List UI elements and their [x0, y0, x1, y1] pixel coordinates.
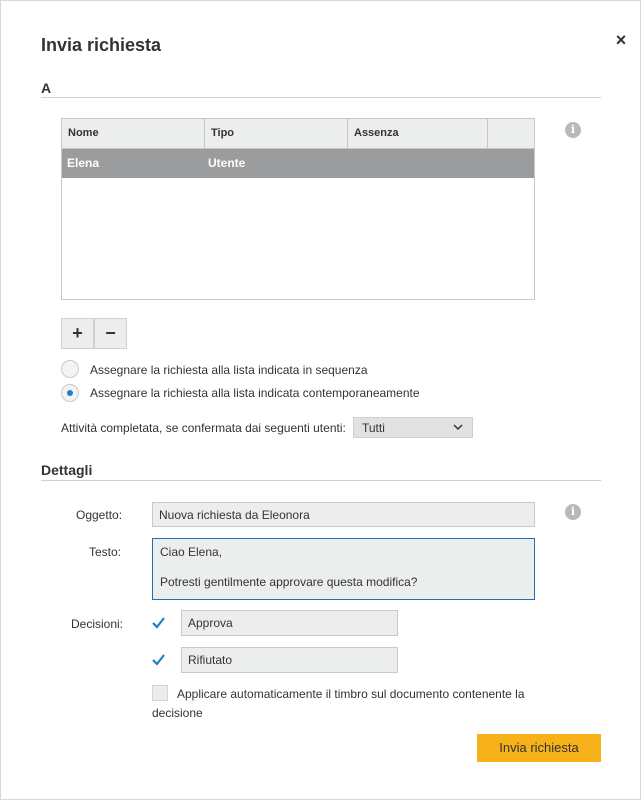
decisions-label: Decisioni:	[71, 617, 124, 631]
column-header-tipo[interactable]: Tipo	[205, 119, 348, 148]
cell-assenza	[348, 149, 353, 178]
section-divider	[41, 480, 601, 481]
text-label: Testo:	[89, 545, 122, 559]
stamp-label: Applicare automaticamente il timbro sul documento contenente la	[177, 687, 525, 701]
completion-select-value: Tutti	[362, 421, 385, 435]
cell-tipo: Utente	[208, 156, 246, 170]
chevron-down-icon	[452, 421, 464, 433]
column-header-nome[interactable]: Nome	[62, 119, 205, 148]
completion-select[interactable]	[353, 417, 473, 438]
cell-nome: Elena	[67, 156, 100, 170]
completion-label: Attività completata, se confermata dai seguenti utenti:	[61, 421, 346, 435]
stamp-checkbox[interactable]	[152, 685, 168, 701]
reject-checkbox[interactable]	[150, 651, 167, 668]
add-recipient-button[interactable]: +	[61, 318, 94, 349]
approve-decision-field[interactable]: Approva	[181, 610, 398, 636]
text-field[interactable]	[152, 538, 535, 600]
details-heading: Dettagli	[41, 462, 93, 478]
info-icon[interactable]: i	[565, 504, 581, 520]
info-icon[interactable]: i	[565, 122, 581, 138]
subject-field[interactable]: Nuova richiesta da Eleonora	[152, 502, 535, 527]
close-icon[interactable]: ×	[615, 30, 627, 50]
approve-checkbox[interactable]	[150, 614, 167, 631]
reject-decision-field[interactable]: Rifiutato	[181, 647, 398, 673]
radio-sequence-label: Assegnare la richiesta alla lista indicata in sequenza	[90, 363, 368, 377]
stamp-label-continued: decisione	[152, 706, 203, 720]
radio-simultaneous[interactable]	[61, 384, 79, 402]
send-request-button[interactable]: Invia richiesta	[477, 734, 601, 762]
recipients-table	[61, 118, 535, 300]
table-header	[62, 119, 534, 149]
radio-sequence[interactable]	[61, 360, 79, 378]
column-header-extra[interactable]	[488, 119, 534, 148]
section-divider	[41, 97, 601, 98]
subject-label: Oggetto:	[76, 508, 123, 522]
remove-recipient-button[interactable]: −	[94, 318, 127, 349]
text-line: Ciao Elena,	[160, 545, 223, 559]
table-row[interactable]	[62, 149, 534, 178]
column-header-assenza[interactable]: Assenza	[348, 119, 488, 148]
radio-simultaneous-label: Assegnare la richiesta alla lista indicata contemporaneamente	[90, 386, 420, 400]
text-line: Potresti gentilmente approvare questa modifica?	[160, 575, 418, 589]
recipients-heading: A	[41, 80, 52, 96]
dialog-title: Invia richiesta	[41, 35, 162, 55]
